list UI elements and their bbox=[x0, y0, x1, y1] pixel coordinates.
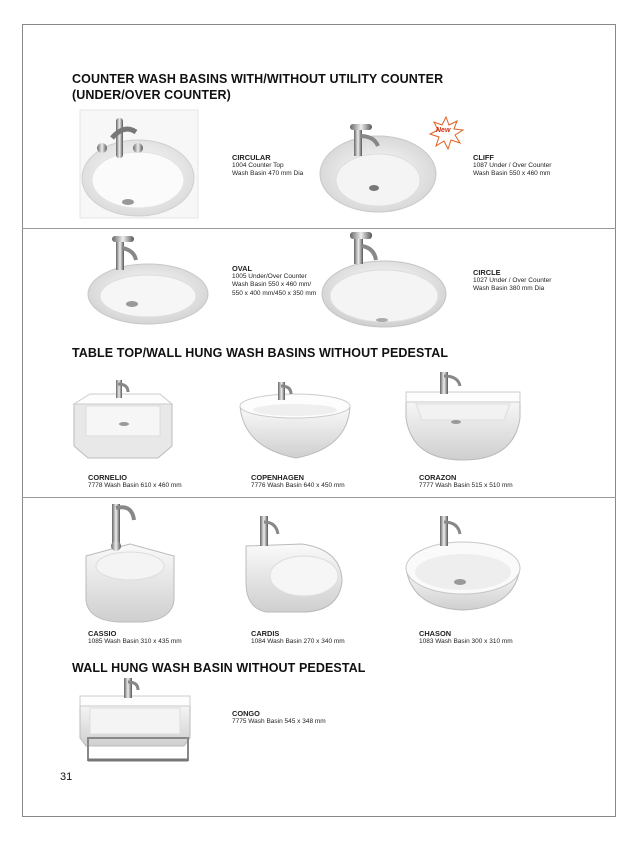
section-heading-table-top: TABLE TOP/WALL HUNG WASH BASINS WITHOUT PEDESTAL bbox=[72, 346, 449, 360]
divider bbox=[22, 497, 616, 498]
product-label-circle: CIRCLE 1027 Under / Over Counter Wash Basin 380 mm Dia bbox=[473, 268, 552, 293]
circular-basin-image bbox=[74, 108, 200, 220]
product-label-cliff: CLIFF 1087 Under / Over Counter Wash Basin 550 x 460 mm bbox=[473, 153, 552, 178]
section-heading-wall-hung: WALL HUNG WASH BASIN WITHOUT PEDESTAL bbox=[72, 661, 366, 675]
cliff-basin-image bbox=[316, 118, 442, 216]
oval-basin-image bbox=[86, 232, 210, 326]
cardis-basin-image bbox=[242, 512, 346, 616]
product-label-chason: CHASON 1083 Wash Basin 300 x 310 mm bbox=[419, 629, 513, 645]
product-label-cornelio: CORNELIO 7778 Wash Basin 610 x 460 mm bbox=[88, 473, 182, 489]
congo-basin-image bbox=[74, 676, 196, 766]
cornelio-basin-image bbox=[72, 374, 176, 460]
page-number: 31 bbox=[60, 771, 73, 783]
divider bbox=[22, 228, 616, 229]
copenhagen-basin-image bbox=[236, 378, 354, 460]
circle-basin-image bbox=[318, 230, 450, 330]
new-badge-text: New bbox=[436, 127, 451, 134]
corazon-basin-image bbox=[404, 368, 522, 462]
product-label-corazon: CORAZON 7777 Wash Basin 515 x 510 mm bbox=[419, 473, 513, 489]
product-label-circular: CIRCULAR 1004 Counter Top Wash Basin 470 mm Dia bbox=[232, 153, 304, 178]
chason-basin-image bbox=[402, 512, 524, 612]
product-label-oval: OVAL 1005 Under/Over Counter Wash Basin 550 x 460 mm/ 550 x 400 mm/450 x 350 mm bbox=[232, 264, 317, 297]
cassio-basin-image bbox=[82, 500, 178, 624]
product-label-congo: CONGO 7775 Wash Basin 545 x 348 mm bbox=[232, 709, 326, 725]
product-label-cardis: CARDIS 1084 Wash Basin 270 x 340 mm bbox=[251, 629, 345, 645]
product-label-copenhagen: COPENHAGEN 7776 Wash Basin 640 x 450 mm bbox=[251, 473, 345, 489]
new-badge bbox=[428, 116, 464, 150]
section-heading-counter: COUNTER WASH BASINS WITH/WITHOUT UTILITY COUNTER (UNDER/OVER COUNTER) bbox=[72, 72, 444, 102]
product-label-cassio: CASSIO 1085 Wash Basin 310 x 435 mm bbox=[88, 629, 182, 645]
